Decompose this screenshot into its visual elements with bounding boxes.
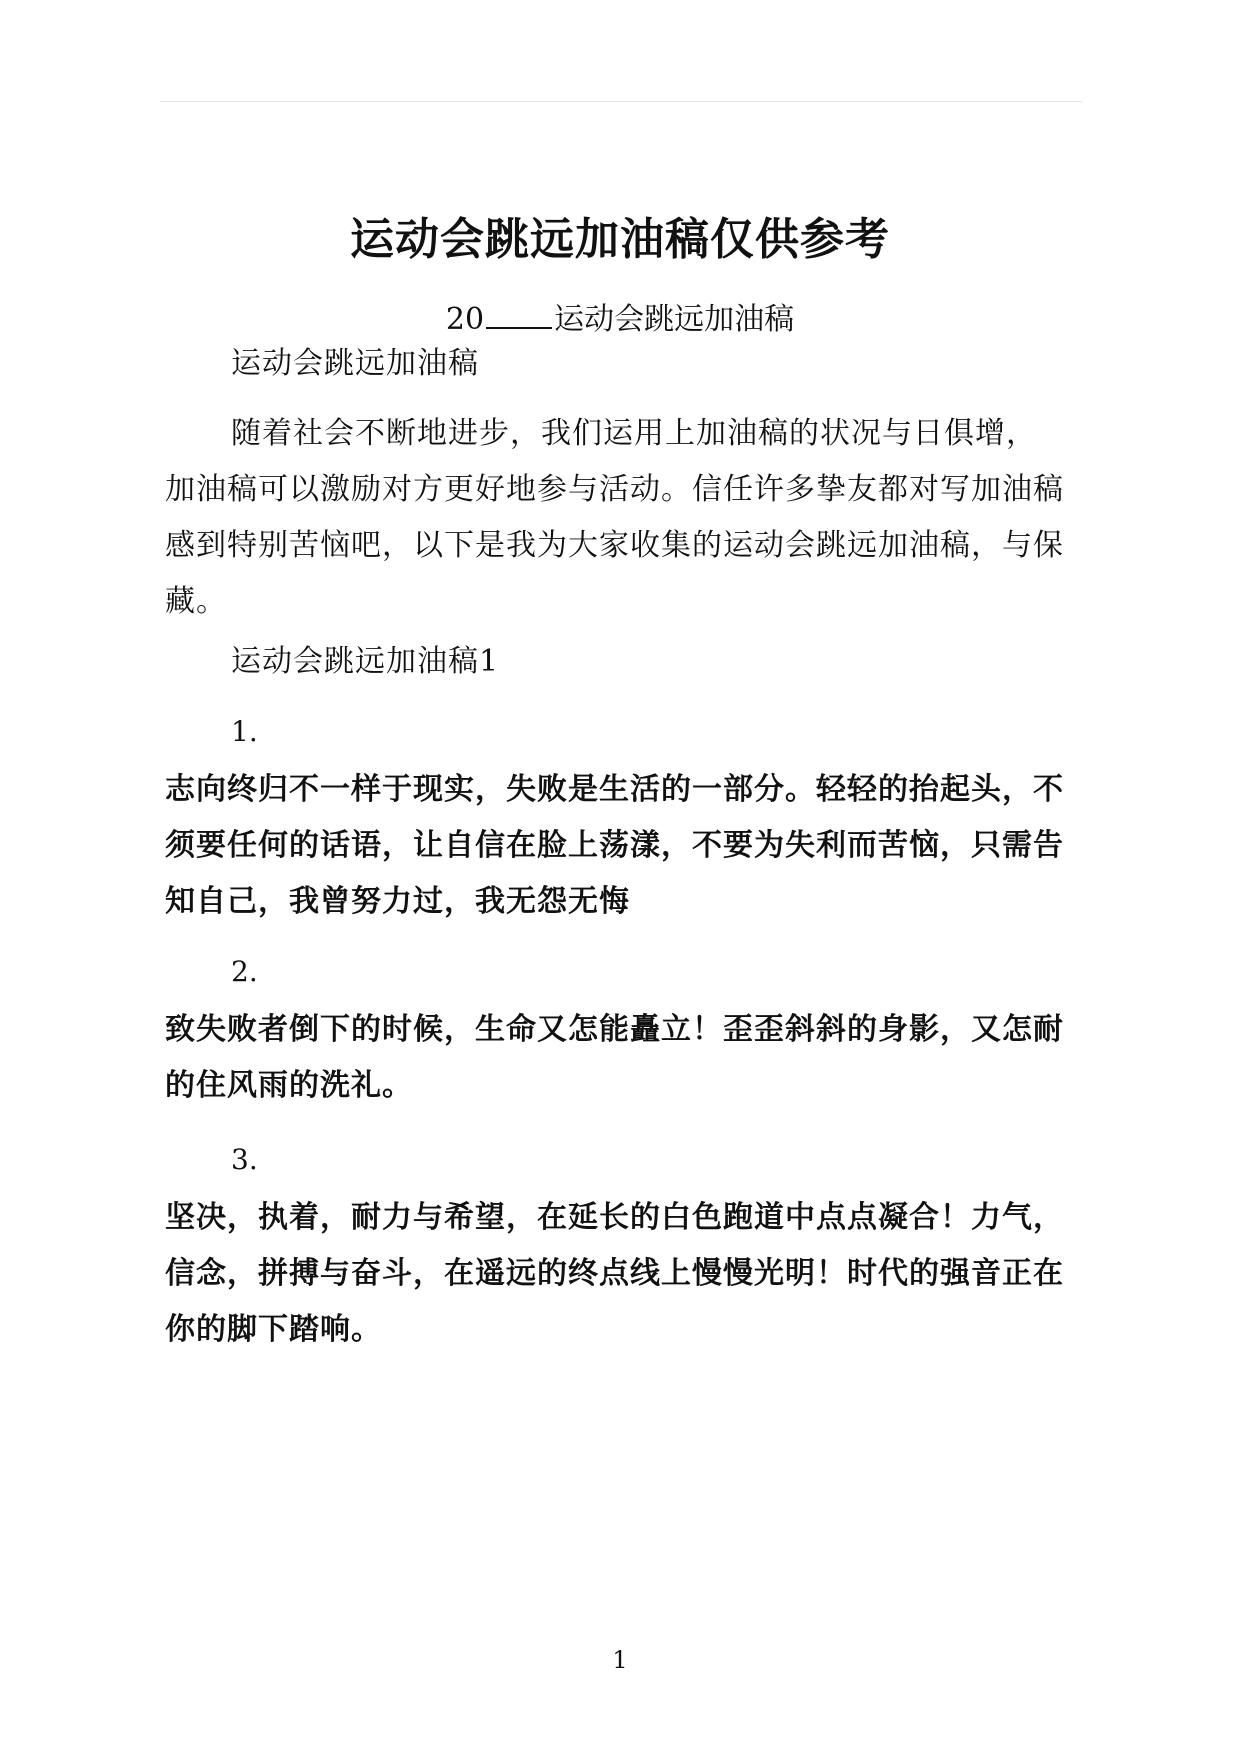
item-text-2: 致失败者倒下的时候，生命又怎能矗立！歪歪斜斜的身影，又怎耐的住风雨的洗礼。 [165,1012,1064,1103]
page-number: 1 [612,1646,628,1674]
item-number-2: 2. [231,955,258,988]
subtitle-year-prefix: 20 [445,302,485,337]
intro-heading: 运动会跳远加油稿 [231,346,479,381]
section-heading: 运动会跳远加油稿1 [231,644,500,679]
header-rule [160,101,1082,102]
subtitle-blank-line [486,305,552,329]
item-number-3: 3. [231,1143,258,1176]
item-number-1: 1. [231,715,258,748]
document-title: 运动会跳远加油稿仅供参考 [350,214,890,265]
item-text-3: 坚决，执着，耐力与希望，在延长的白色跑道中点点凝合！力气，信念，拼搏与奋斗，在遥远的终点线上慢慢光明！时代的强音正在你的脚下踏响。 [165,1200,1064,1347]
item-text-1: 志向终归不一样于现实，失败是生活的一部分。轻轻的抬起头，不须要任何的话语，让自信在脸上荡漾，不要为失利而苦恼，只需告知自己，我曾努力过，我无怨无悔 [165,772,1064,919]
intro-paragraph: 随着社会不断地进步，我们运用上加油稿的状况与日俱增，加油稿可以激励对方更好地参与活动。信任许多挚友都对写加油稿感到特别苦恼吧，以下是我为大家收集的运动会跳远加油稿，与保藏。 [165,416,1064,619]
subtitle-text: 运动会跳远加油稿 [554,302,795,337]
